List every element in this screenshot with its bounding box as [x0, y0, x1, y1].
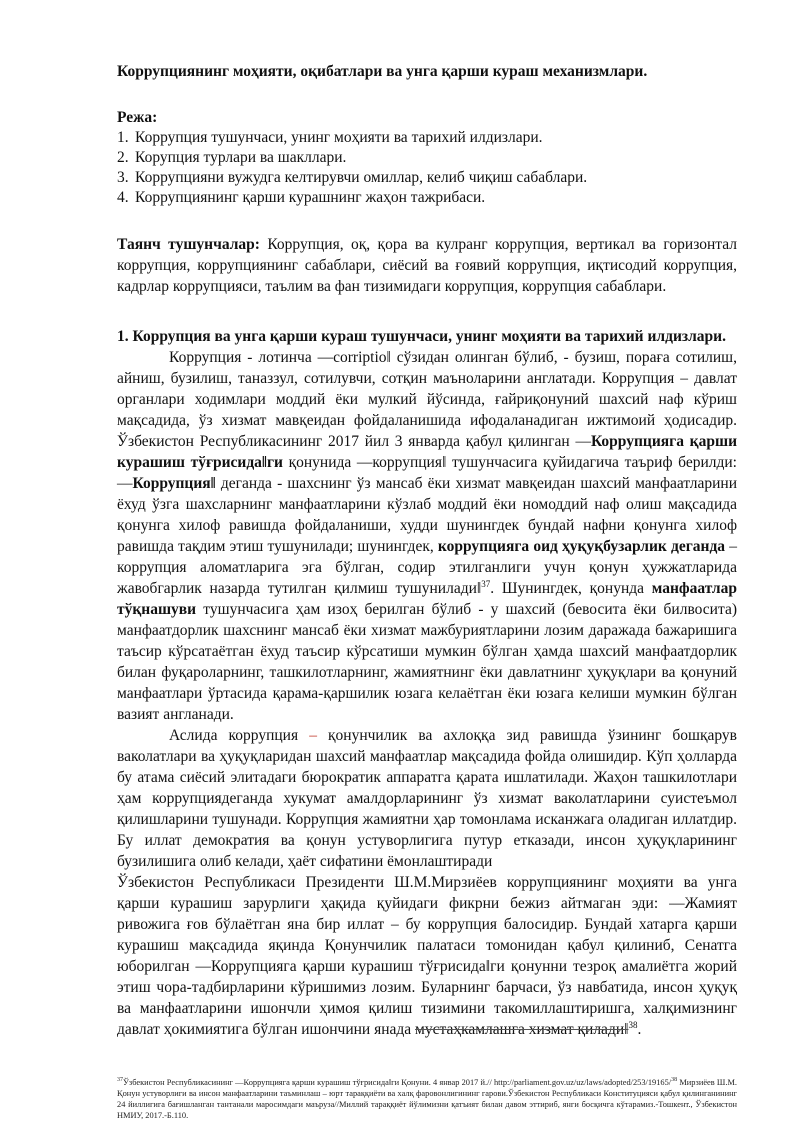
paragraph-president-quote: [117, 872, 737, 1040]
plan-item-text: Корупция турлари ва шакллари.: [135, 149, 347, 166]
key-concepts-text: Коррупция, оқ, қора ва кулранг коррупция, вертикал ва горизонтал коррупция, коррупциянинг сабаблари, сиёсий ва ғоявий коррупция, иқтисодий коррупция, кадрлар коррупцияси, таълим ва фан тизимидаги коррупция, коррупция сабаблари.: [117, 236, 737, 295]
plan-item: [117, 168, 737, 188]
document-title: Коррупциянинг моҳияти, оқибатлари ва унга қарши кураш механизмлари.: [117, 63, 648, 80]
plan-item-number: 3.: [117, 169, 129, 186]
plan-item-text: Коррупциянинг қарши курашнинг жаҳон тажрибаси.: [135, 189, 486, 206]
law-name: Коррупцияга қарши курашиш тўғрисида‖ги: [117, 433, 738, 471]
footnote-number: 38: [671, 1077, 678, 1084]
plan-item-number: 4.: [117, 189, 129, 206]
plan-item: [117, 128, 737, 148]
text-run: деганда - шахснинг ўз мансаб ёки хизмат мавқеидан шахсий манфаатларини ёхуд ўзга шахсларнинг манфаатларини кўзлаб моддий ёки номоддий наф олиш мақсадида қонунга хилоф равишда фойдаланиши, худди шунингдек бундай нафни қонунга хилоф равишда тақдим этиш тушунилади; шунингдек,: [117, 475, 737, 555]
text-run: Ўзбекистон Республикаси Президенти Ш.М.Мирзиёев коррупциянинг моҳияти ва унга қарши курашиш зарурлиги ҳақида қуйидаги фикрни бежиз айтмаган эди: ―Жамият ривожига ғов бўлаётган яна бир иллат – бу коррупция балосидир. Бундай хатарга қарши курашиш мақсадида яқинда Қонунчилик палатаси томонидан қабул қилиниб, Сенатга юборилган ―Коррупцияга қарши курашиш тўғрисида‖ги қонунни тезроқ амалиётга жорий этиш чора-тадбирларини кўришимиз лозим. Буларнинг барчаси, ўз навбатида, инсон ҳуқуқ ва манфаатларини ишончли ҳимоя қилиш тизимини такомиллаштиришга, халқимизнинг давлат ҳокимиятига бўлган ишончини янада: [117, 874, 737, 1038]
plan-item-text: Коррупция тушунчаси, унинг моҳияти ва тарихий илдизлари.: [135, 129, 543, 146]
footnote-text: Ўзбекистон Республикасининг ―Коррупцияга қарши курашиш тўғрисида‖ги Қонуни. 4 январ 2017 й.// http://parliament.gov.uz/uz/laws/adopted/253/19165/: [123, 1078, 672, 1087]
footnote-ref: 37: [481, 578, 491, 589]
dash-mark: –: [309, 727, 317, 744]
text-run: .: [637, 1021, 642, 1038]
footnote-number: 37: [117, 1077, 123, 1084]
plan-item: [117, 188, 737, 208]
term-offense: коррупцияга оид ҳуқуқбузарлик деганда: [437, 538, 726, 555]
text-run: қонунчилик ва ахлоққа зид равишда ўзининг бошқарув ваколатлари ва ҳуқуқларидан шахсий манфаатлар мақсадида фойда олишидир. Кўп ҳолларда бу атама сиёсий элитадаги бюрократик аппаратга қарата ишлатилади. Жаҳон ташкилотлари ҳам коррупциядеганда хукумат амалдорларининг ўз хизмат ваколатларини суистеъмол қилишларини тушунади. Коррупция жамиятни ҳар томонлама исканжага оладиган иллатдир. Бу иллат демократия ва қонун устуворлигига путур етказади, инсон ҳуқуқларининг бузилишига олиб келади, ҳаёт сифатини ёмонлаштиради: [117, 727, 737, 870]
text-run: Аслида коррупция: [169, 727, 310, 744]
text-run: қонунида ―коррупция‖ тушунчасига қуйидагича таъриф берилди: ―: [117, 454, 737, 492]
text-run: мустаҳкамлашга хизмат қилади‖: [415, 1021, 629, 1038]
text-run: – коррупция аломатларига эга бўлган, содир этилганлиги учун қонун ҳужжатларида жавобгарлик назарда тутилган қилмиш тушунилади‖: [117, 538, 737, 597]
plan-item: [117, 148, 737, 168]
paragraph-essence: [117, 725, 737, 872]
plan-list: [117, 128, 737, 208]
term-corruption: Коррупция‖: [132, 475, 216, 492]
plan-item-text: Коррупцияни вужудга келтирувчи омиллар, келиб чиқиш сабаблари.: [135, 169, 588, 186]
plan-heading: Режа:: [117, 109, 158, 126]
key-concepts: [117, 234, 737, 297]
footnote-ref: 38: [628, 1019, 638, 1030]
plan-item-number: 1.: [117, 129, 129, 146]
plan-item-number: 2.: [117, 149, 129, 166]
term-conflict-of-interest: манфаатлар тўқнашуви: [117, 580, 737, 618]
text-run: тушунчасига ҳам изоҳ берилган бўлиб - у шахсий (бевосита ёки билвосита) манфаатдорлик шахснинг мансаб ёки хизмат мажбуриятларини лозим даражада бажаришига таъсир кўрсатаётган ёхуд таъсир кўрсатиши мумкин бўлган ҳамда шахсий манфаатдорлик билан фуқароларнинг, ташкилотларнинг, жамиятнинг ёки давлатнинг ҳуқуқлари ва қонуний манфаатлари ўртасида қарама-қаршилик юзага келаётган ёки юзага келиши мумкин бўлган вазият англанади.: [117, 601, 737, 723]
text-run: Коррупция - лотинча ―corriptio‖ сўзидан олинган бўлиб, - бузиш, пораға сотилиш, айниш, бузилиш, таназзул, сотилувчи, сотқин маъноларини англатади. Коррупция – давлат органлари ходимлари моддий ёки мулкий йўсинда, ғайриқонуний шахсий наф кўриш мақсадида, ўз хизмат мавқеидан фойдаланишида ифодаланадиган ижтимоий ҳодисадир. Ўзбекистон Республикасининг 2017 йил 3 январда қабул қилинган ―: [117, 349, 737, 450]
text-run: . Шунингдек, қонунда: [490, 580, 652, 597]
footnotes: [117, 1077, 737, 1121]
document-page: [117, 62, 737, 1040]
section-heading: 1. Коррупция ва унга қарши кураш тушунчаси, унинг моҳияти ва тарихий илдизлари.: [117, 328, 726, 345]
key-concepts-label: Таянч тушунчалар:: [117, 236, 260, 253]
footnote-text: Мирзиёев Ш.М. Қонун устуворлиги ва инсон манфаатларини таъминлаш – юрт тараққиёти ва халқ фаровонлигининг гарови.Ўзбекистон Республикаси Конституцияси қабул қилинганининг 24 йиллигига бағишланган тантанали маросимдаги маъруза//Миллий тараққиёт йўлимизни қатъият билан давом эттириб, янги босқичга кўтарамиз.-Тошкент., Ўзбекистон НМИУ, 2017.-Б.110.: [117, 1078, 737, 1120]
paragraph-definition: [117, 347, 737, 725]
